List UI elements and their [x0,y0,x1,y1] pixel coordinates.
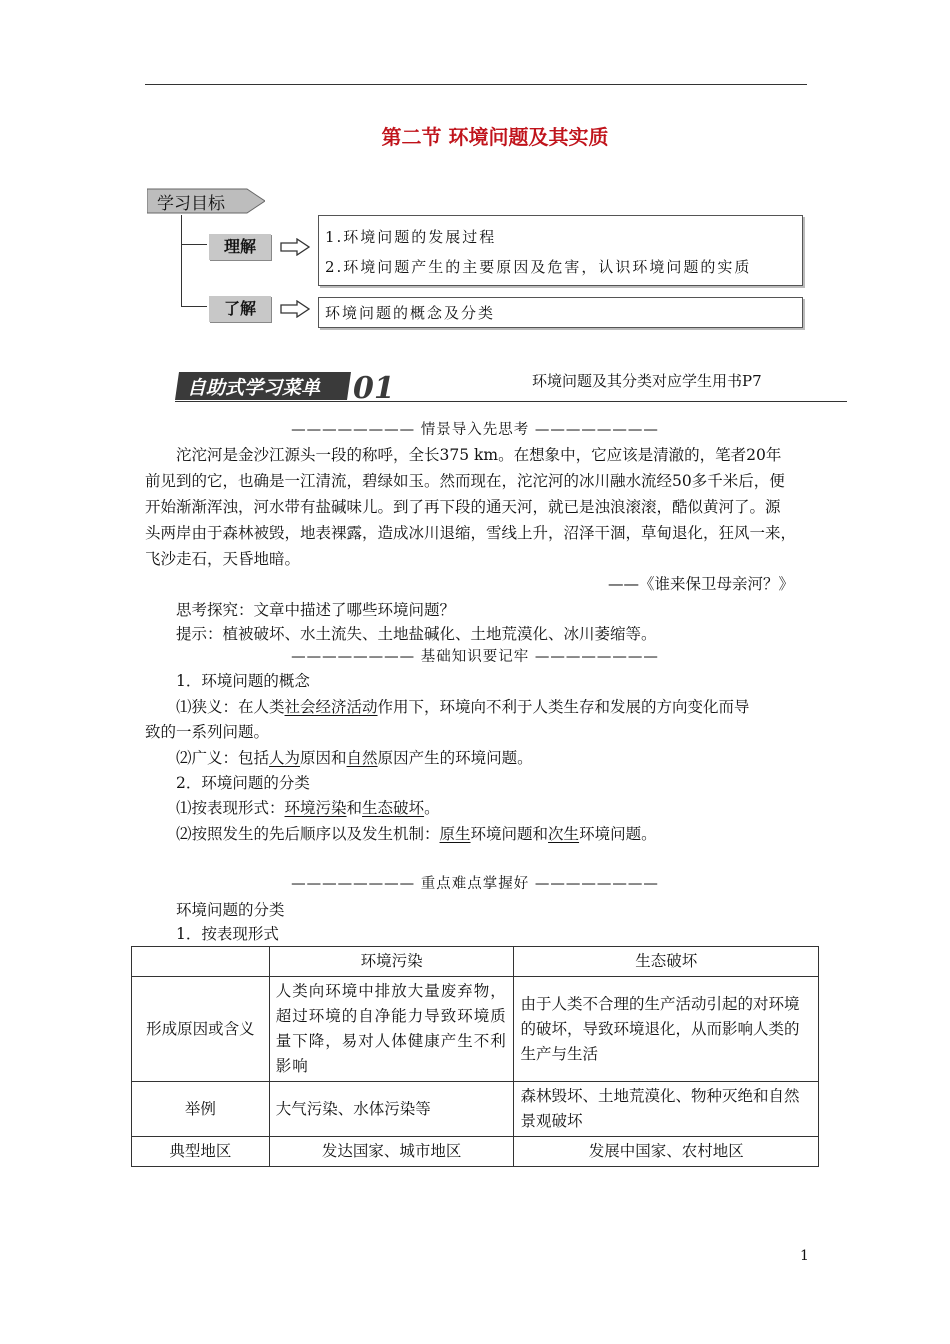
goal-item: 2.环境问题产生的主要原因及危害，认识环境问题的实质 [325,258,752,276]
table-cell: 由于人类不合理的生产活动引起的对环境的破坏，导致环境退化，从而影响人类的生产与生活 [514,977,819,1082]
story-source: ——《谁来保卫母亲河？》 [608,575,795,593]
narrow-definition: ⑴狭义：在人类社会经济活动作用下，环境向不利于人类生存和发展的方向变化而导 [176,698,750,716]
understand-badge: 理解 [209,234,271,260]
table-row [132,1082,819,1137]
key-item: 1．按表现形式 [176,925,279,943]
broad-definition: ⑵广义：包括人为原因和自然原因产生的环境问题。 [176,749,533,767]
class-title: 2．环境问题的分类 [176,774,310,792]
table-header: 环境污染 [269,947,514,977]
menu-banner [175,368,395,402]
understand-box [318,215,803,286]
table-row [132,947,819,977]
section-heading: ———————— 基础知识要记牢 ———————— [291,649,659,665]
class-by-order: ⑵按照发生的先后顺序以及发生机制：原生环境问题和次生环境问题。 [176,825,657,843]
goal-item: 1.环境问题的发展过程 [325,228,497,246]
table-row-label: 举例 [132,1082,270,1137]
table-cell [132,947,270,977]
section-heading: ———————— 重点难点掌握好 ———————— [291,876,659,892]
class-by-form: ⑴按表现形式：环境污染和生态破坏。 [176,799,440,817]
table-cell: 发展中国家、农村地区 [514,1137,819,1167]
know-badge: 了解 [209,296,271,322]
think-hint: 提示：植被破坏、水土流失、土地盐碱化、土地荒漠化、冰川萎缩等。 [176,625,657,643]
table-row-label: 典型地区 [132,1137,270,1167]
table-header: 生态破坏 [514,947,819,977]
tree-branch [181,244,207,245]
goal-item: 环境问题的概念及分类 [325,304,496,322]
tree-line [181,215,182,307]
table-row-label: 形成原因或含义 [132,977,270,1082]
table-cell: 大气污染、水体污染等 [269,1082,514,1137]
story-paragraph [145,442,813,572]
tree-branch [181,306,207,307]
story-line: 飞沙走石，天昏地暗。 [145,550,301,568]
goal-tag-label: 学习目标 [157,194,225,214]
table-cell: 人类向环境中排放大量废弃物，超过环境的自净能力导致环境质量下降，易对人体健康产生不利影响 [269,977,514,1082]
section-heading: ———————— 情景导入先思考 ———————— [291,422,659,438]
story-line: 前见到的它，也确是一江清流，碧绿如玉。然而现在，沱沱河的冰川融水流经50多千米后，便 [145,472,785,490]
table-cell: 森林毁坏、土地荒漠化、物种灭绝和自然景观破坏 [514,1082,819,1137]
arrow-right-icon [280,300,310,318]
story-line: 头两岸由于森林被毁，地表裸露，造成冰川退缩，雪线上升，沼泽干涸，草甸退化，狂风一来， [145,524,797,542]
key-subtitle: 环境问题的分类 [176,901,285,919]
concept-title: 1．环境问题的概念 [176,672,310,690]
table-row [132,1137,819,1167]
table-row [132,977,819,1082]
story-line: 开始渐渐浑浊，河水带有盐碱味儿。到了再下段的通天河，就已是浊浪滚滚，酷似黄河了。源 [145,498,781,516]
narrow-definition-cont: 致的一系列问题。 [145,723,270,741]
menu-right-text: 环境问题及其分类对应学生用书P7 [532,372,762,390]
comparison-table [131,946,819,1167]
arrow-right-icon [280,238,310,256]
table-cell: 发达国家、城市地区 [269,1137,514,1167]
menu-rule [175,401,847,402]
top-rule [145,84,807,85]
think-question: 思考探究：文章中描述了哪些环境问题？ [176,601,456,619]
menu-banner-number: 01 [353,371,395,402]
page-number: 1 [800,1248,809,1264]
story-line: 沱沱河是金沙江源头一段的称呼，全长375 km。在想象中，它应该是清澈的，笔者20年 [176,446,782,464]
page-title: 第二节 环境问题及其实质 [381,125,609,149]
know-box [318,297,803,328]
menu-banner-text: 自助式学习菜单 [187,377,321,399]
